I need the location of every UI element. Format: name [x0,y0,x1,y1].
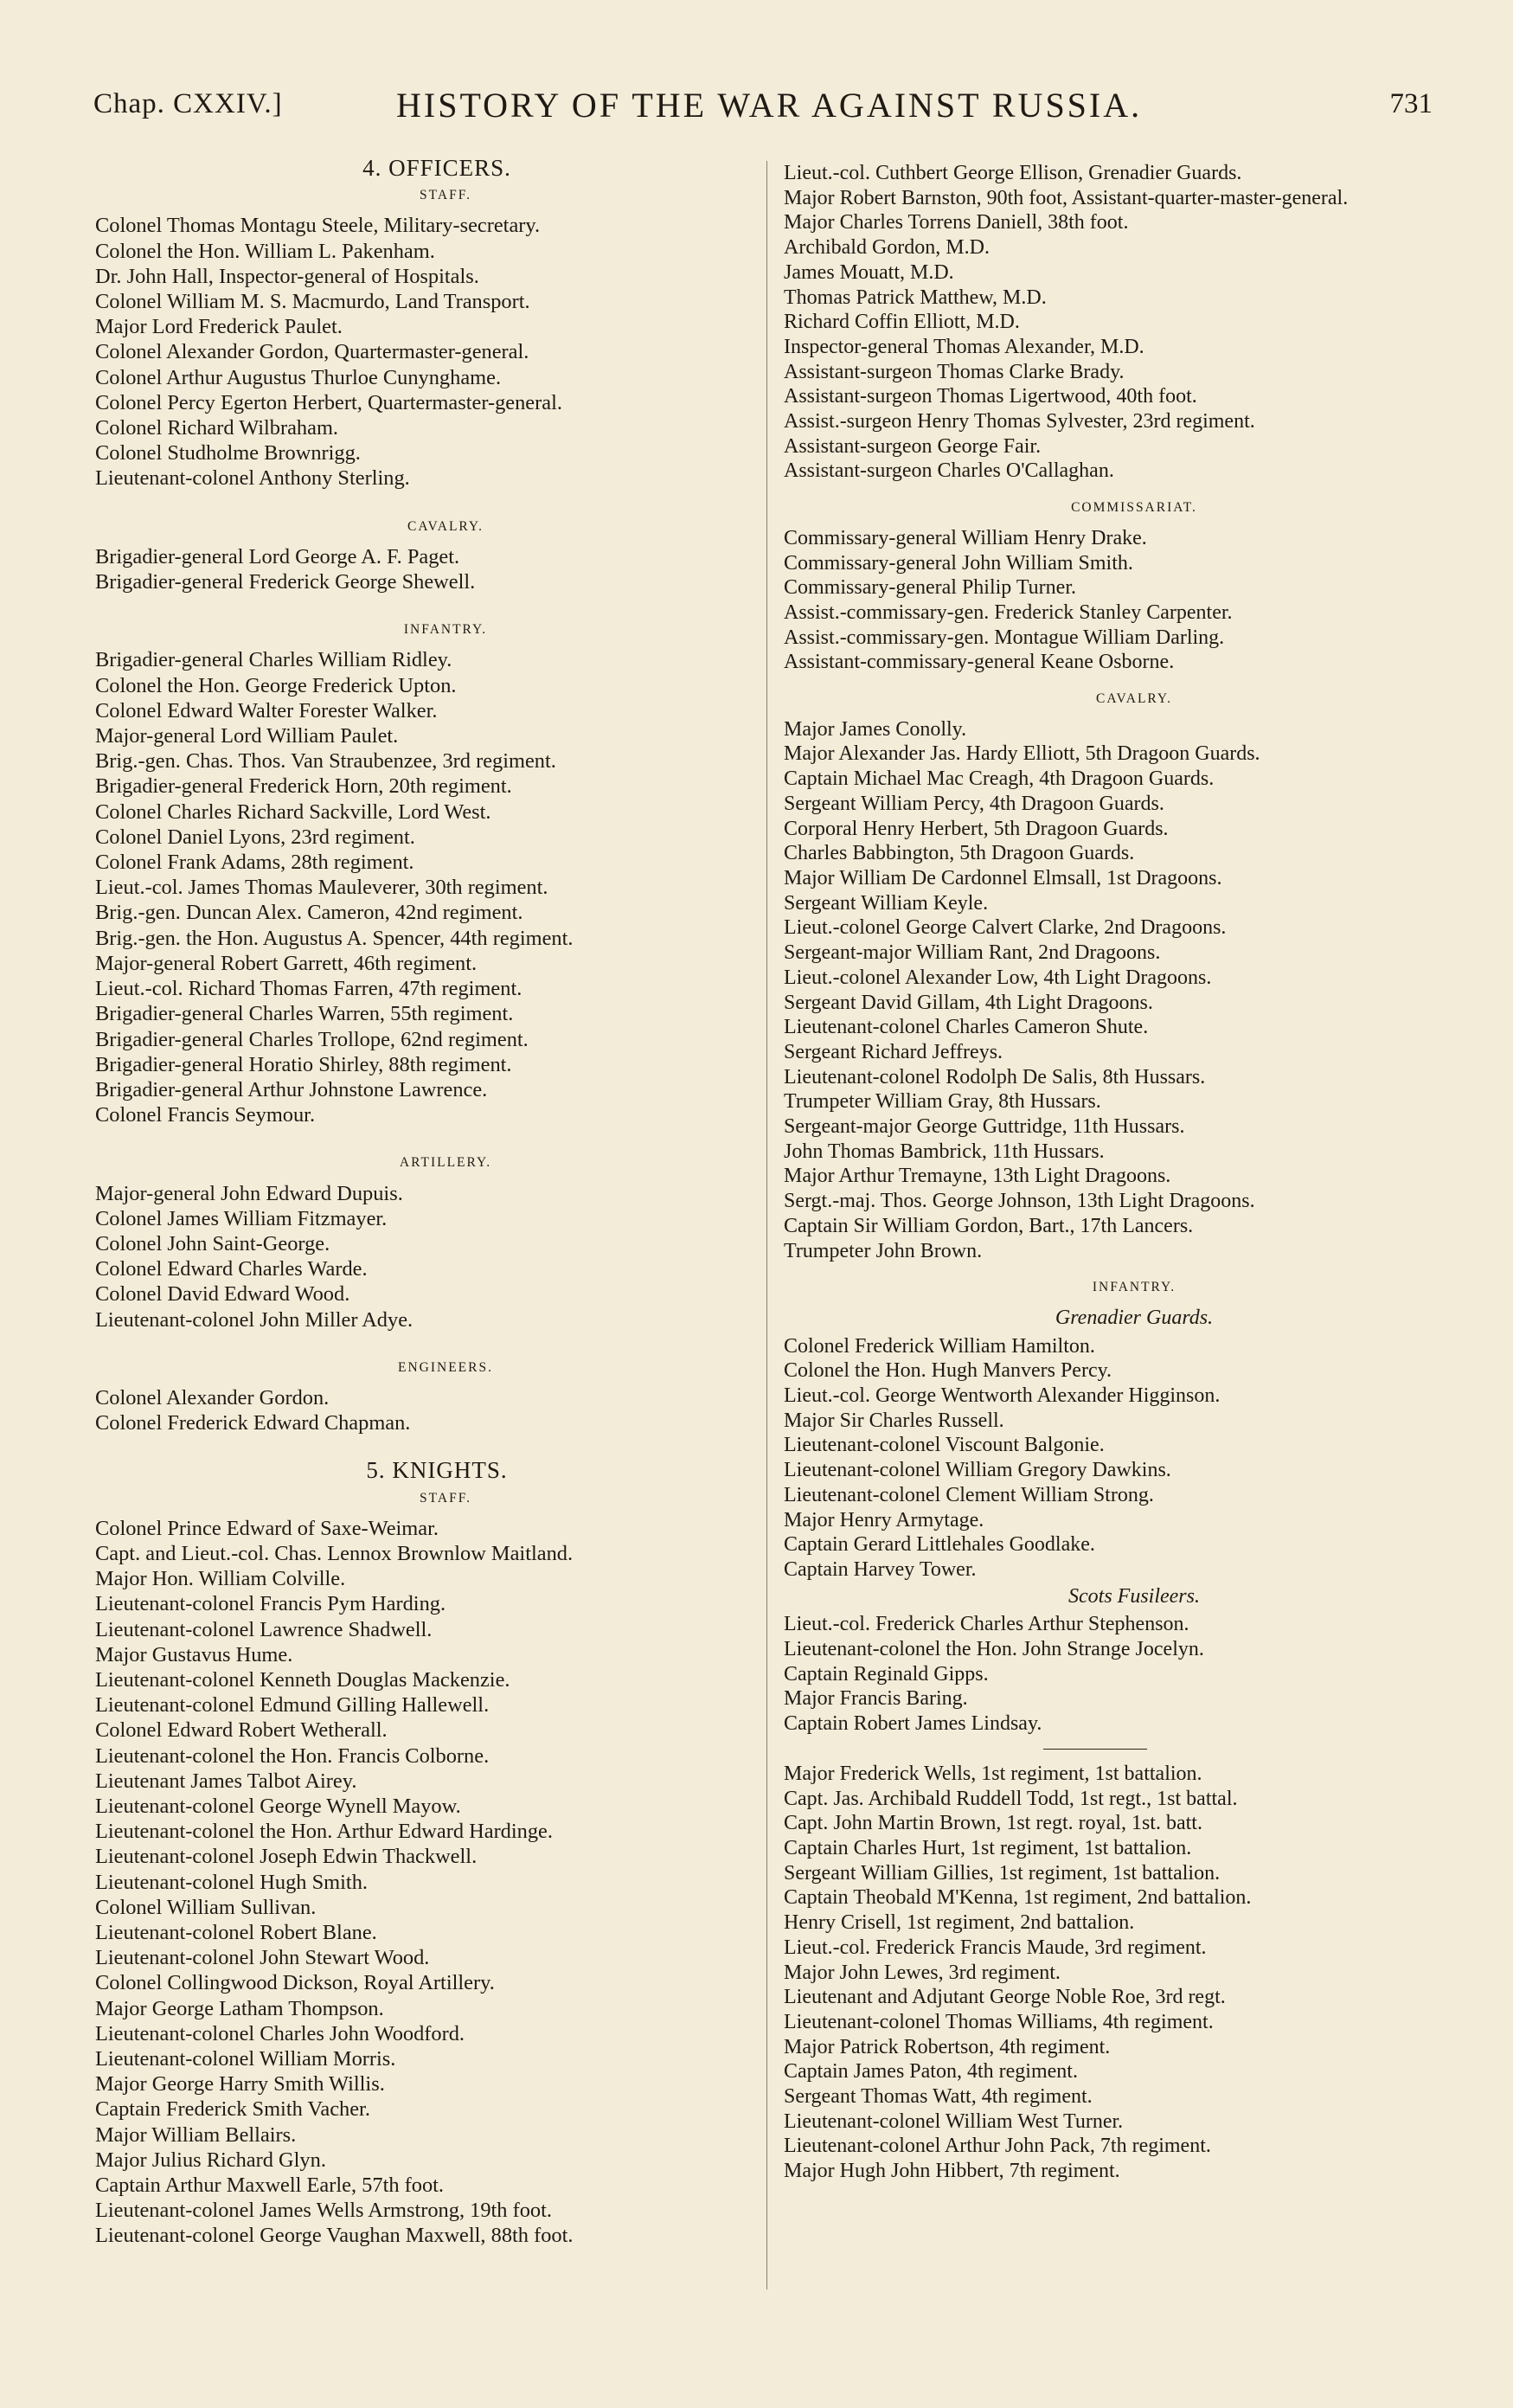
list-item: Corporal Henry Herbert, 5th Dragoon Guards. [784,817,1169,840]
right-column [784,161,1450,2184]
list-item: Brigadier-general Frederick Horn, 20th regiment. [95,774,512,799]
knights-cavalry-list [784,717,1450,1263]
list-item: Major Patrick Robertson, 4th regiment. [784,2035,1111,2058]
list-item: Sergeant William Gillies, 1st regiment, 1st battalion. [784,1861,1221,1885]
list-item: Dr. John Hall, Inspector-general of Hospitals. [95,264,479,288]
list-item: Assistant-surgeon Thomas Ligertwood, 40th foot. [784,385,1197,408]
list-item: Lieut.-col. James Thomas Mauleverer, 30th regiment. [95,876,548,900]
list-item: Lieutenant-colonel Hugh Smith. [95,1870,368,1894]
commissariat-list [784,526,1450,675]
list-item: Colonel Charles Richard Sackville, Lord West. [95,799,491,824]
commissariat-label: COMMISSARIAT. [1071,500,1197,516]
list-item: Lieut.-col. Frederick Charles Arthur Stephenson. [784,1613,1189,1636]
list-item: Major George Latham Thompson. [95,1996,384,2020]
list-item: Colonel Alexander Gordon. [95,1385,330,1409]
officers-cavalry-label: CAVALRY. [407,518,484,534]
list-item: Lieutenant-colonel the Hon. Francis Colborne. [95,1743,490,1768]
grenadier-guards-label: Grenadier Guards. [1055,1306,1214,1329]
list-item: Colonel James William Fitzmayer. [95,1206,388,1230]
list-item: Capt. and Lieut.-col. Chas. Lennox Brownlow Maitland. [95,1541,574,1565]
list-item: Colonel Alexander Gordon, Quartermaster-general. [95,340,529,364]
list-item: Colonel David Edward Wood. [95,1282,350,1307]
officers-infantry-label: INFANTRY. [403,622,488,638]
list-item: Major Sir Charles Russell. [784,1409,1004,1432]
chapter-label: Chap. CXXIV.] [93,88,283,119]
list-item: Colonel Percy Egerton Herbert, Quartermaster-general. [95,390,562,414]
list-item: Captain Reginald Gipps. [784,1662,989,1686]
list-item: Sergeant William Percy, 4th Dragoon Guards. [784,792,1164,815]
list-item: Colonel Frank Adams, 28th regiment. [95,851,414,875]
officers-engineers-label: ENGINEERS. [398,1359,493,1375]
list-item: Lieutenant-colonel William Morris. [95,2047,396,2071]
list-item: Assistant-surgeon George Fair. [784,434,1042,458]
list-item: Colonel Daniel Lyons, 23rd regiment. [95,825,415,849]
list-item: Colonel Richard Wilbraham. [95,416,339,440]
officers-cavalry-list [95,544,761,594]
officers-artillery-label: ARTILLERY. [399,1155,492,1171]
list-item: Brig.-gen. Duncan Alex. Cameron, 42nd regiment. [95,901,523,925]
officers-engineers-list [95,1385,761,1435]
list-item: Sergeant Thomas Watt, 4th regiment. [784,2085,1093,2109]
list-item: Brigadier-general Horatio Shirley, 88th regiment. [95,1052,512,1076]
list-item: Lieutenant-colonel George Vaughan Maxwell, 88th foot. [95,2224,574,2248]
list-item: Major Gustavus Hume. [95,1642,293,1666]
list-item: Brigadier-general Charles Warren, 55th regiment. [95,1002,514,1026]
knights-staff-list [95,1516,761,2249]
list-item: Lieutenant-colonel John Stewart Wood. [95,1946,430,1970]
list-item: Major Francis Baring. [784,1687,968,1711]
list-item: Lieutenant-colonel the Hon. Arthur Edward Hardinge. [95,1820,553,1844]
list-item: Assist.-surgeon Henry Thomas Sylvester, 23rd regiment. [784,410,1255,433]
list-item: Sergeant Richard Jeffreys. [784,1040,1003,1063]
page-title: HISTORY OF THE WAR AGAINST RUSSIA. [396,86,1143,125]
list-item: Lieutenant James Talbot Airey. [95,1769,357,1793]
list-item: Assistant-surgeon Thomas Clarke Brady. [784,360,1125,383]
list-item: Major George Harry Smith Willis. [95,2072,385,2097]
list-item: Major Charles Torrens Daniell, 38th foot. [784,211,1129,234]
list-item: Assist.-commissary-gen. Montague William Darling. [784,626,1225,649]
list-item: Major Arthur Tremayne, 13th Light Dragoons. [784,1165,1171,1188]
list-item: Colonel the Hon. George Frederick Upton. [95,673,457,697]
list-item: Major Hon. William Colville. [95,1567,346,1591]
list-item: Commissary-general Philip Turner. [784,576,1076,600]
list-item: Captain Frederick Smith Vacher. [95,2097,370,2122]
list-item: Inspector-general Thomas Alexander, M.D. [784,335,1144,358]
list-item: Lieutenant-colonel Joseph Edwin Thackwell. [95,1845,478,1869]
list-item: Lieut.-colonel George Calvert Clarke, 2nd Dragoons. [784,916,1227,940]
list-item: Colonel William Sullivan. [95,1895,317,1919]
list-item: Lieut.-col. Richard Thomas Farren, 47th regiment. [95,977,522,1001]
list-item: James Mouatt, M.D. [784,260,954,284]
list-item: Major Alexander Jas. Hardy Elliott, 5th Dragoon Guards. [784,742,1260,766]
list-item: Captain Gerard Littlehales Goodlake. [784,1533,1095,1557]
list-item: Lieutenant-colonel Robert Blane. [95,1921,377,1944]
list-item: Lieut.-colonel Alexander Low, 4th Light Dragoons. [784,966,1212,989]
list-item: Lieutenant-colonel Edmund Gilling Hallewell. [95,1693,490,1718]
list-item: Lieutenant-colonel William Gregory Dawkins. [784,1459,1171,1482]
section-rule [1043,1749,1147,1750]
scots-fusileers-label: Scots Fusileers. [1068,1584,1200,1608]
list-item: Sergeant William Keyle. [784,891,989,915]
list-item: Colonel Frederick William Hamilton. [784,1334,1095,1358]
list-item: Lieutenant-colonel Clement William Strong. [784,1483,1154,1506]
list-item: Lieutenant-colonel Charles John Woodford. [95,2021,465,2045]
list-item: Captain Robert James Lindsay. [784,1712,1042,1736]
list-item: Brig.-gen. Chas. Thos. Van Straubenzee, 3rd regiment. [95,749,556,774]
list-item: Colonel Prince Edward of Saxe-Weimar. [95,1516,439,1540]
list-item: Captain Michael Mac Creagh, 4th Dragoon Guards. [784,767,1215,791]
list-item: Major Julius Richard Glyn. [95,2148,326,2172]
knights-heading: 5. KNIGHTS. [366,1457,508,1484]
list-item: Richard Coffin Elliott, M.D. [784,311,1020,334]
list-item: Thomas Patrick Matthew, M.D. [784,286,1047,309]
list-item: Brigadier-general Charles William Ridley. [95,648,452,672]
list-item: Assist.-commissary-gen. Frederick Stanley Carpenter. [784,600,1233,624]
list-item: Colonel Francis Seymour. [95,1103,316,1127]
list-item: Lieutenant-colonel Francis Pym Harding. [95,1592,446,1616]
list-item: Captain Arthur Maxwell Earle, 57th foot. [95,2174,445,2198]
list-item: Henry Crisell, 1st regiment, 2nd battalion. [784,1911,1135,1935]
list-item: Colonel Thomas Montagu Steele, Military-secretary. [95,214,541,238]
list-item: Captain James Paton, 4th regiment. [784,2060,1078,2084]
list-item: Captain Charles Hurt, 1st regiment, 1st battalion. [784,1837,1192,1859]
list-item: Major James Conolly. [784,717,967,741]
list-item: Major Lord Frederick Paulet. [95,315,343,339]
list-item: Lieutenant and Adjutant George Noble Roe, 3rd regt. [784,1986,1226,2009]
list-item: Major Henry Armytage. [784,1508,984,1531]
list-item: Lieutenant-colonel Charles Cameron Shute. [784,1016,1149,1039]
line-regiments-list [784,1762,1450,2184]
list-item: Captain Theobald M'Kenna, 1st regiment, 2nd battalion. [784,1886,1252,1910]
list-item: Lieutenant-colonel Kenneth Douglas Mackenzie. [95,1667,510,1692]
officers-infantry-list [95,647,761,1127]
running-head [93,85,1433,133]
scots-fusileers-list [784,1612,1450,1737]
list-item: Commissary-general John William Smith. [784,551,1133,575]
list-item: Lieutenant-colonel James Wells Armstrong, 19th foot. [95,2199,552,2223]
grenadier-guards-list [784,1334,1450,1583]
officers-staff-list [95,213,761,491]
left-column [95,156,761,2249]
list-item: Brigadier-general Charles Trollope, 62nd regiment. [95,1027,529,1051]
list-item: Major Hugh John Hibbert, 7th regiment. [784,2160,1120,2183]
list-item: Major Frederick Wells, 1st regiment, 1st battalion. [784,1762,1202,1785]
list-item: Major William De Cardonnel Elmsall, 1st Dragoons. [784,866,1222,889]
list-item: Trumpeter John Brown. [784,1239,983,1262]
list-item: Major William Bellairs. [95,2122,297,2147]
page-number: 731 [1389,88,1433,119]
list-item: Sergeant-major George Guttridge, 11th Hussars. [784,1115,1185,1139]
list-item: Colonel John Saint-George. [95,1231,330,1255]
list-item: Lieutenant-colonel William West Turner. [784,2109,1124,2133]
list-item: Lieutenant-colonel Anthony Sterling. [95,466,410,491]
list-item: Assistant-surgeon Charles O'Callaghan. [784,459,1114,483]
list-item: Colonel Arthur Augustus Thurloe Cunynghame. [95,365,502,389]
list-item: Colonel Edward Walter Forester Walker. [95,698,438,722]
list-item: Archibald Gordon, M.D. [784,236,990,260]
list-item: Major John Lewes, 3rd regiment. [784,1961,1061,1984]
officers-staff-label: STAFF. [420,188,471,203]
list-item: Lieutenant-colonel Arthur John Pack, 7th regiment. [784,2135,1211,2158]
list-item: Lieutenant-colonel John Miller Adye. [95,1307,414,1332]
officers-heading: 4. OFFICERS. [362,155,511,181]
list-item: Capt. Jas. Archibald Ruddell Todd, 1st regt., 1st battal. [784,1787,1238,1810]
list-item: Commissary-general William Henry Drake. [784,526,1147,549]
list-item: Lieutenant-colonel the Hon. John Strange Jocelyn. [784,1638,1204,1661]
list-item: Sergeant David Gillam, 4th Light Dragoons. [784,991,1153,1014]
list-item: Brig.-gen. the Hon. Augustus A. Spencer, 44th regiment. [95,926,574,950]
list-item: Trumpeter William Gray, 8th Hussars. [784,1090,1101,1114]
list-item: Colonel Frederick Edward Chapman. [95,1411,411,1435]
list-item: Charles Babbington, 5th Dragoon Guards. [784,842,1135,865]
list-item: Brigadier-general Arthur Johnstone Lawrence. [95,1077,488,1101]
column-divider [766,161,767,2289]
list-item: Colonel Edward Robert Wetherall. [95,1718,388,1743]
officers-artillery-list [95,1181,761,1332]
list-item: Major Robert Barnston, 90th foot, Assistant-quarter-master-general. [784,186,1349,209]
list-item: Lieut.-col. George Wentworth Alexander Higginson. [784,1384,1221,1408]
knights-cavalry-label: CAVALRY. [1096,691,1172,707]
staff-continued-list [784,161,1450,484]
list-item: Lieut.-col. Cuthbert George Ellison, Grenadier Guards. [784,162,1242,184]
list-item: Major-general John Edward Dupuis. [95,1181,403,1205]
list-item: Colonel the Hon. Hugh Manvers Percy. [784,1359,1112,1383]
list-item: Lieutenant-colonel Rodolph De Salis, 8th Hussars. [784,1065,1206,1088]
list-item: Capt. John Martin Brown, 1st regt. royal, 1st. batt. [784,1812,1202,1835]
list-item: Colonel the Hon. William L. Pakenham. [95,239,435,263]
list-item: Lieutenant-colonel Lawrence Shadwell. [95,1617,433,1641]
list-item: Captain Sir William Gordon, Bart., 17th Lancers. [784,1214,1194,1237]
list-item: Lieutenant-colonel Thomas Williams, 4th regiment. [784,2010,1214,2033]
list-item: Colonel Studholme Brownrigg. [95,441,361,466]
list-item: Assistant-commissary-general Keane Osborne. [784,651,1175,674]
list-item: Colonel William M. S. Macmurdo, Land Transport. [95,290,530,314]
list-item: Brigadier-general Lord George A. F. Paget. [95,544,460,568]
list-item: John Thomas Bambrick, 11th Hussars. [784,1140,1105,1163]
list-item: Major-general Lord William Paulet. [95,724,399,748]
list-item: Colonel Edward Charles Warde. [95,1257,368,1281]
list-item: Colonel Collingwood Dickson, Royal Artillery. [95,1971,495,1995]
list-item: Sergeant-major William Rant, 2nd Dragoons. [784,941,1161,965]
list-item: Sergt.-maj. Thos. George Johnson, 13th Light Dragoons. [784,1190,1255,1213]
knights-infantry-label: INFANTRY. [1092,1280,1176,1295]
list-item: Major-general Robert Garrett, 46th regiment. [95,951,478,975]
knights-staff-label: STAFF. [420,1490,471,1506]
list-item: Captain Harvey Tower. [784,1557,977,1581]
list-item: Lieutenant-colonel Viscount Balgonie. [784,1434,1105,1457]
list-item: Lieutenant-colonel George Wynell Mayow. [95,1794,461,1818]
list-item: Lieut.-col. Frederick Francis Maude, 3rd regiment. [784,1936,1207,1959]
list-item: Brigadier-general Frederick George Shewell. [95,570,476,594]
